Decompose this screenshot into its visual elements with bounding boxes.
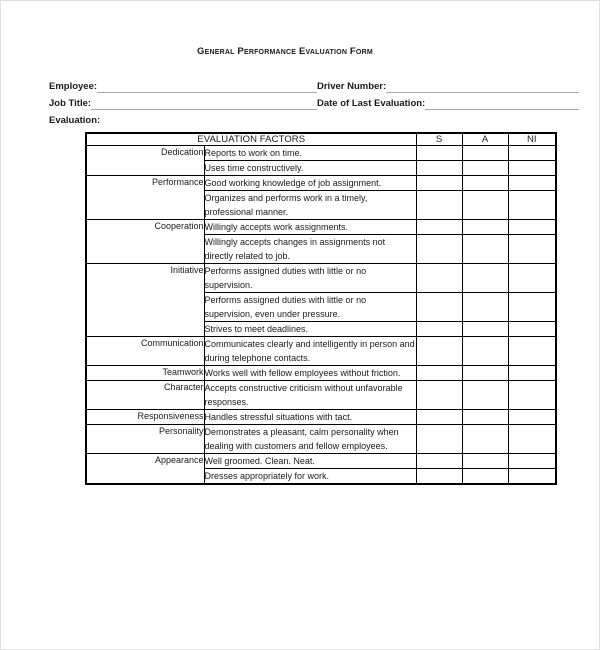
evaluation-criterion-text: Communicates clearly and intelligently in person and during telephone contacts. [204, 337, 416, 366]
rating-cell-a[interactable] [462, 220, 508, 235]
driver-number-input-line[interactable] [386, 81, 579, 93]
table-row [86, 410, 556, 425]
evaluation-category-label: Teamwork [86, 366, 204, 381]
table-body [86, 146, 556, 485]
rating-cell-s[interactable] [416, 176, 462, 191]
employee-input-line[interactable] [97, 81, 317, 93]
rating-cell-s[interactable] [416, 337, 462, 366]
rating-cell-a[interactable] [462, 454, 508, 469]
rating-cell-s[interactable] [416, 161, 462, 176]
column-header-s: S [416, 133, 462, 146]
rating-cell-a[interactable] [462, 322, 508, 337]
evaluation-criterion-text: Good working knowledge of job assignment. [204, 176, 416, 191]
evaluation-criterion-text: Accepts constructive criticism without unfavorable responses. [204, 381, 416, 410]
evaluation-criterion-text: Well groomed. Clean. Neat. [204, 454, 416, 469]
rating-cell-a[interactable] [462, 366, 508, 381]
evaluation-category-label: Initiative [86, 264, 204, 337]
evaluation-category-label: Performance [86, 176, 204, 220]
evaluation-category-label: Dedication [86, 146, 204, 176]
evaluation-criterion-text: Willingly accepts work assignments. [204, 220, 416, 235]
evaluation-criterion-text: Demonstrates a pleasant, calm personality when dealing with customers and fellow employees. [204, 425, 416, 454]
evaluation-category-label: Cooperation [86, 220, 204, 264]
table-header-row [86, 133, 556, 146]
header-fields-block [49, 77, 581, 128]
rating-cell-s[interactable] [416, 220, 462, 235]
date-last-evaluation-input-line[interactable] [425, 98, 579, 110]
rating-cell-ni[interactable] [508, 469, 556, 485]
evaluation-label: Evaluation: [49, 115, 101, 126]
rating-cell-ni[interactable] [508, 176, 556, 191]
rating-cell-a[interactable] [462, 337, 508, 366]
employee-label: Employee: [49, 81, 98, 92]
table-row [86, 176, 556, 191]
column-header-evaluation-factors: EVALUATION FACTORS [86, 133, 416, 146]
rating-cell-ni[interactable] [508, 381, 556, 410]
rating-cell-s[interactable] [416, 410, 462, 425]
column-header-ni: NI [508, 133, 556, 146]
rating-cell-a[interactable] [462, 469, 508, 485]
evaluation-criterion-text: Willingly accepts changes in assignments not directly related to job. [204, 235, 416, 264]
table-row [86, 425, 556, 454]
rating-cell-s[interactable] [416, 425, 462, 454]
evaluation-criterion-text: Dresses appropriately for work. [204, 469, 416, 485]
job-title-label: Job Title: [49, 98, 92, 109]
date-last-evaluation-label: Date of Last Evaluation: [317, 98, 426, 109]
rating-cell-ni[interactable] [508, 337, 556, 366]
evaluation-criterion-text: Performs assigned duties with little or no supervision. [204, 264, 416, 293]
form-row-job-title [49, 94, 581, 110]
rating-cell-s[interactable] [416, 235, 462, 264]
job-title-field[interactable] [49, 98, 317, 110]
rating-cell-a[interactable] [462, 381, 508, 410]
rating-cell-ni[interactable] [508, 146, 556, 161]
rating-cell-s[interactable] [416, 293, 462, 322]
evaluation-field [49, 115, 317, 127]
evaluation-category-label: Communication [86, 337, 204, 366]
rating-cell-ni[interactable] [508, 366, 556, 381]
evaluation-criterion-text: Handles stressful situations with tact. [204, 410, 416, 425]
form-row-employee [49, 77, 581, 93]
rating-cell-ni[interactable] [508, 454, 556, 469]
rating-cell-a[interactable] [462, 176, 508, 191]
rating-cell-ni[interactable] [508, 191, 556, 220]
evaluation-criterion-text: Uses time constructively. [204, 161, 416, 176]
rating-cell-ni[interactable] [508, 293, 556, 322]
rating-cell-s[interactable] [416, 146, 462, 161]
evaluation-category-label: Personality [86, 425, 204, 454]
rating-cell-a[interactable] [462, 410, 508, 425]
rating-cell-a[interactable] [462, 293, 508, 322]
evaluation-factors-table [85, 132, 557, 485]
evaluation-criterion-text: Strives to meet deadlines. [204, 322, 416, 337]
evaluation-criterion-text: Reports to work on time. [204, 146, 416, 161]
rating-cell-ni[interactable] [508, 322, 556, 337]
rating-cell-s[interactable] [416, 366, 462, 381]
evaluation-category-label: Responsiveness [86, 410, 204, 425]
rating-cell-a[interactable] [462, 425, 508, 454]
evaluation-criterion-text: Performs assigned duties with little or no supervision, even under pressure. [204, 293, 416, 322]
page-title: General Performance Evaluation Form [197, 46, 373, 57]
rating-cell-ni[interactable] [508, 220, 556, 235]
rating-cell-ni[interactable] [508, 264, 556, 293]
rating-cell-a[interactable] [462, 235, 508, 264]
employee-field[interactable] [49, 81, 317, 93]
job-title-input-line[interactable] [91, 98, 317, 110]
evaluation-criterion-text: Organizes and performs work in a timely, professional manner. [204, 191, 416, 220]
evaluation-category-label: Appearance [86, 454, 204, 485]
table-row [86, 366, 556, 381]
table-row [86, 220, 556, 235]
table-row [86, 454, 556, 469]
rating-cell-ni[interactable] [508, 410, 556, 425]
rating-cell-a[interactable] [462, 264, 508, 293]
rating-cell-ni[interactable] [508, 425, 556, 454]
table-row [86, 146, 556, 161]
table-row [86, 381, 556, 410]
date-last-evaluation-field[interactable] [317, 98, 579, 110]
rating-cell-ni[interactable] [508, 235, 556, 264]
rating-cell-s[interactable] [416, 264, 462, 293]
evaluation-criterion-text: Works well with fellow employees without friction. [204, 366, 416, 381]
form-row-evaluation [49, 111, 581, 127]
rating-cell-s[interactable] [416, 322, 462, 337]
rating-cell-s[interactable] [416, 191, 462, 220]
rating-cell-s[interactable] [416, 381, 462, 410]
column-header-a: A [462, 133, 508, 146]
rating-cell-s[interactable] [416, 454, 462, 469]
evaluation-category-label: Character [86, 381, 204, 410]
rating-cell-s[interactable] [416, 469, 462, 485]
rating-cell-ni[interactable] [508, 161, 556, 176]
rating-cell-a[interactable] [462, 146, 508, 161]
driver-number-field[interactable] [317, 81, 579, 93]
rating-cell-a[interactable] [462, 191, 508, 220]
rating-cell-a[interactable] [462, 161, 508, 176]
table-row [86, 264, 556, 293]
driver-number-label: Driver Number: [317, 81, 387, 92]
table-row [86, 337, 556, 366]
